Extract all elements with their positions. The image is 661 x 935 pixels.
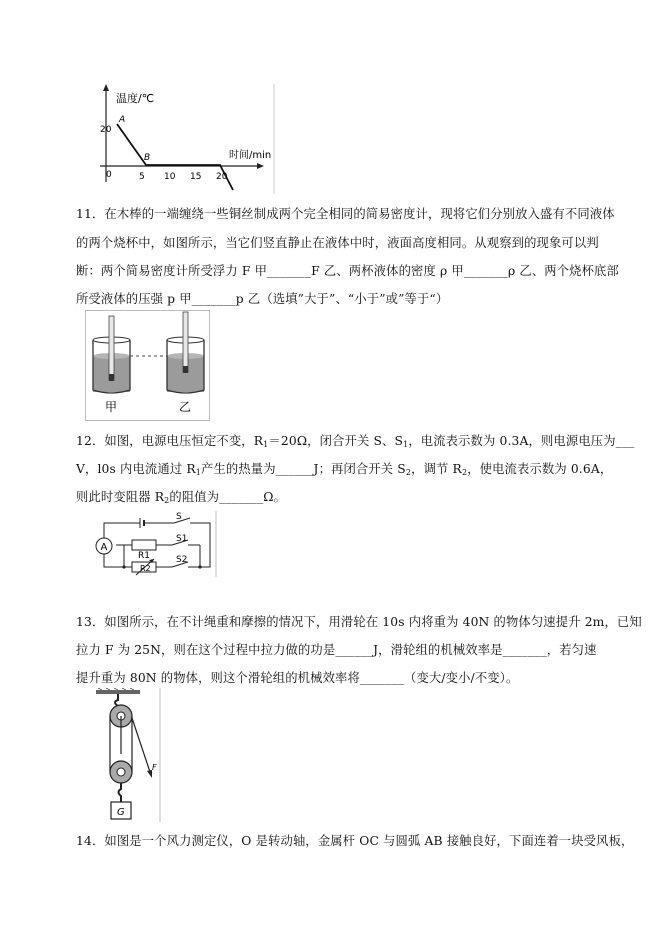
q13-line-1: 13．如图所示，在不计绳重和摩擦的情况下，用滑轮在 10s 内将重为 40N 的物体匀速提升 2m，已知 — [76, 615, 642, 629]
point-a-label: A — [119, 115, 126, 125]
r1-label: R1 — [138, 551, 150, 561]
beakers-figure — [85, 310, 211, 422]
q13-line-2: 拉力 F 为 25N，则在这个过程中拉力做的功是______J，滑轮组的机械效率是_______，若匀速 — [76, 643, 597, 657]
r2-label: R2 — [140, 564, 151, 573]
x-axis-label: 时间/min — [229, 150, 272, 161]
circuit-diagram — [92, 509, 218, 577]
q11-line-1: 11．在木棒的一端缠绕一些铜丝制成两个完全相同的简易密度计，现将它们分别放入盛有不同液体 — [76, 207, 615, 221]
q12-line-1: 12．如图，电源电压恒定不变，$R_1=20\Omega$，闭合开关 S、$S_1$，电流表示数为 0.3A，则电源电压为___ — [76, 434, 635, 449]
y-axis-label: 温度/℃ — [116, 92, 155, 105]
switch-s1-label: S1 — [176, 534, 188, 544]
pulley-figure — [92, 688, 164, 822]
beaker-left-label: 甲 — [105, 400, 118, 414]
q13-line-3: 提升重为 80N 的物体，则这个滑轮组的机械效率将_______（变大/变小/不变）。 — [76, 671, 519, 685]
y-tick-20: 20 — [100, 125, 112, 135]
x-tick-5: 5 — [139, 172, 145, 182]
q14-line-1: 14．如图是一个风力测定仪，O 是转动轴，金属杆 OC 与圆弧 AB 接触良好，下面连着一块受风板， — [76, 834, 634, 848]
x-tick-10: 10 — [164, 172, 176, 182]
beaker-right — [167, 312, 204, 393]
switch-s-label: S — [176, 512, 182, 522]
force-label: F — [152, 763, 157, 772]
beaker-right-label: 乙 — [179, 400, 192, 414]
origin-label: 0 — [106, 170, 112, 180]
q11-line-2: 的两个烧杯中，如图所示，当它们竖直静止在液体中时，液面高度相同。从观察到的现象可以判 — [76, 236, 599, 250]
beaker-left — [93, 316, 130, 393]
q12-line-2: V，l0s 内电流通过 $R_1$产生的热量为______J；再闭合开关 $S_2$，调节 $R_2$，使电流表示数为 0.6A， — [76, 462, 613, 477]
temperature-time-graph — [92, 82, 276, 194]
weight-label: G — [117, 807, 125, 818]
switch-s2-label: S2 — [176, 555, 188, 565]
ammeter-label: A — [100, 542, 108, 553]
q11-line-3: 断：两个简易密度计所受浮力 F 甲_______F 乙、两杯液体的密度 ρ 甲_______ρ 乙、两个烧杯底部 — [76, 264, 619, 278]
point-b-label: B — [144, 153, 151, 163]
q12-line-3: 则此时变阻器 $R_2$的阻值为_______Ω。 — [76, 490, 287, 505]
x-tick-15: 15 — [190, 172, 202, 182]
q11-line-4: 所受液体的压强 p 甲_______p 乙（选填”大于”、“小于”或”等于“） — [76, 292, 449, 306]
x-tick-20: 20 — [216, 172, 228, 182]
